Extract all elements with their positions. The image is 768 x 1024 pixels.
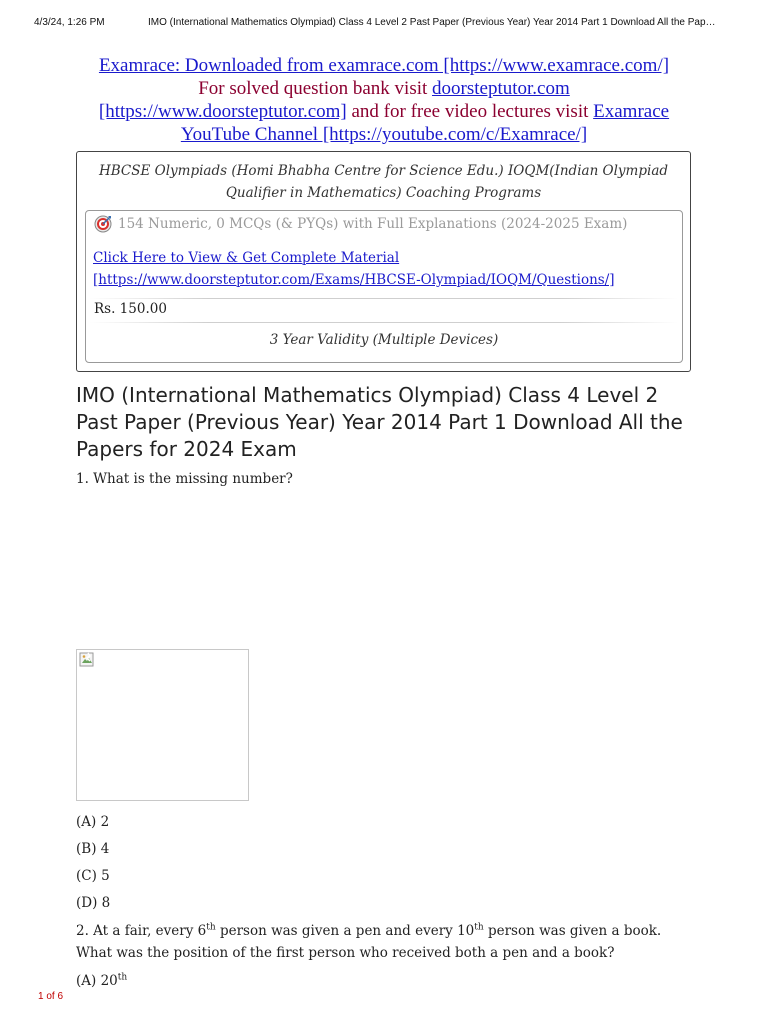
ordinal-suffix: th [117,972,128,983]
print-header [0,0,768,30]
promo-card [85,210,683,363]
option-c: (C) 5 [76,868,110,884]
question-2-option-a [76,970,696,992]
source-banner [70,54,698,146]
option-a: (A) 2 [76,814,110,830]
question-2-part-b: person was given a pen and every 10 [215,923,475,939]
ordinal-suffix: th [474,922,484,933]
banner-text-1: For solved question bank visit [198,78,433,99]
question-count-line [94,215,627,233]
doorsteptutor-link[interactable]: doorsteptutor.com [432,78,570,99]
examrace-link[interactable]: Examrace: Downloaded from examrace.com [https://www.examrace.com/] [98,55,670,76]
examrace-video-link[interactable]: Examrace [593,101,670,122]
price: Rs. 150.00 [94,301,167,317]
divider [90,298,678,299]
divider [90,322,678,323]
view-material-label: Click Here to View & Get Complete Material [93,250,400,266]
banner-text-2: and for free video lectures visit [346,101,594,122]
option-b: (B) 4 [76,841,110,857]
broken-image-icon [79,652,95,668]
youtube-channel-link[interactable]: YouTube Channel [https://youtube.com/c/Examrace/] [180,124,588,145]
page-counter: 1 of 6 [38,991,64,1002]
print-timestamp: 4/3/24, 1:26 PM [34,17,105,28]
page-title: IMO (International Mathematics Olympiad) Class 4 Level 2 Past Paper (Previous Year) Year 2014 Part 1 Download All the Papers for 2024 Exam [76,383,683,461]
question-2-part-a: 2. At a fair, every 6 [76,923,207,939]
question-2-option-a-text: (A) 20 [76,973,118,989]
target-icon [94,215,112,233]
option-d: (D) 8 [76,895,111,911]
view-material-link[interactable] [93,247,673,291]
promo-heading: HBCSE Olympiads (Homi Bhabha Centre for Science Edu.) IOQM(Indian Olympiad Qualifier in Mathematics) Coaching Programs [98,163,669,201]
question-2-part-c: person was given a book. What was the position of the first person who received both a pen and a book? [76,923,662,961]
validity-note: 3 Year Validity (Multiple Devices) [269,332,499,348]
question-count-text: 154 Numeric, 0 MCQs (& PYQs) with Full Explanations (2024-2025 Exam) [118,216,628,232]
question-1-image [76,649,249,801]
print-doc-title: IMO (International Mathematics Olympiad) Class 4 Level 2 Past Paper (Previous Year) Year 2014 Part 1 Download All the Pap… [148,17,716,28]
ordinal-suffix: th [206,922,216,933]
question-2-text [76,920,696,964]
promo-box [76,151,691,372]
doorsteptutor-url-link[interactable]: [https://www.doorsteptutor.com] [98,101,347,122]
view-material-url: [https://www.doorsteptutor.com/Exams/HBCSE-Olympiad/IOQM/Questions/] [93,272,615,288]
question-1-text: 1. What is the missing number? [76,471,293,487]
